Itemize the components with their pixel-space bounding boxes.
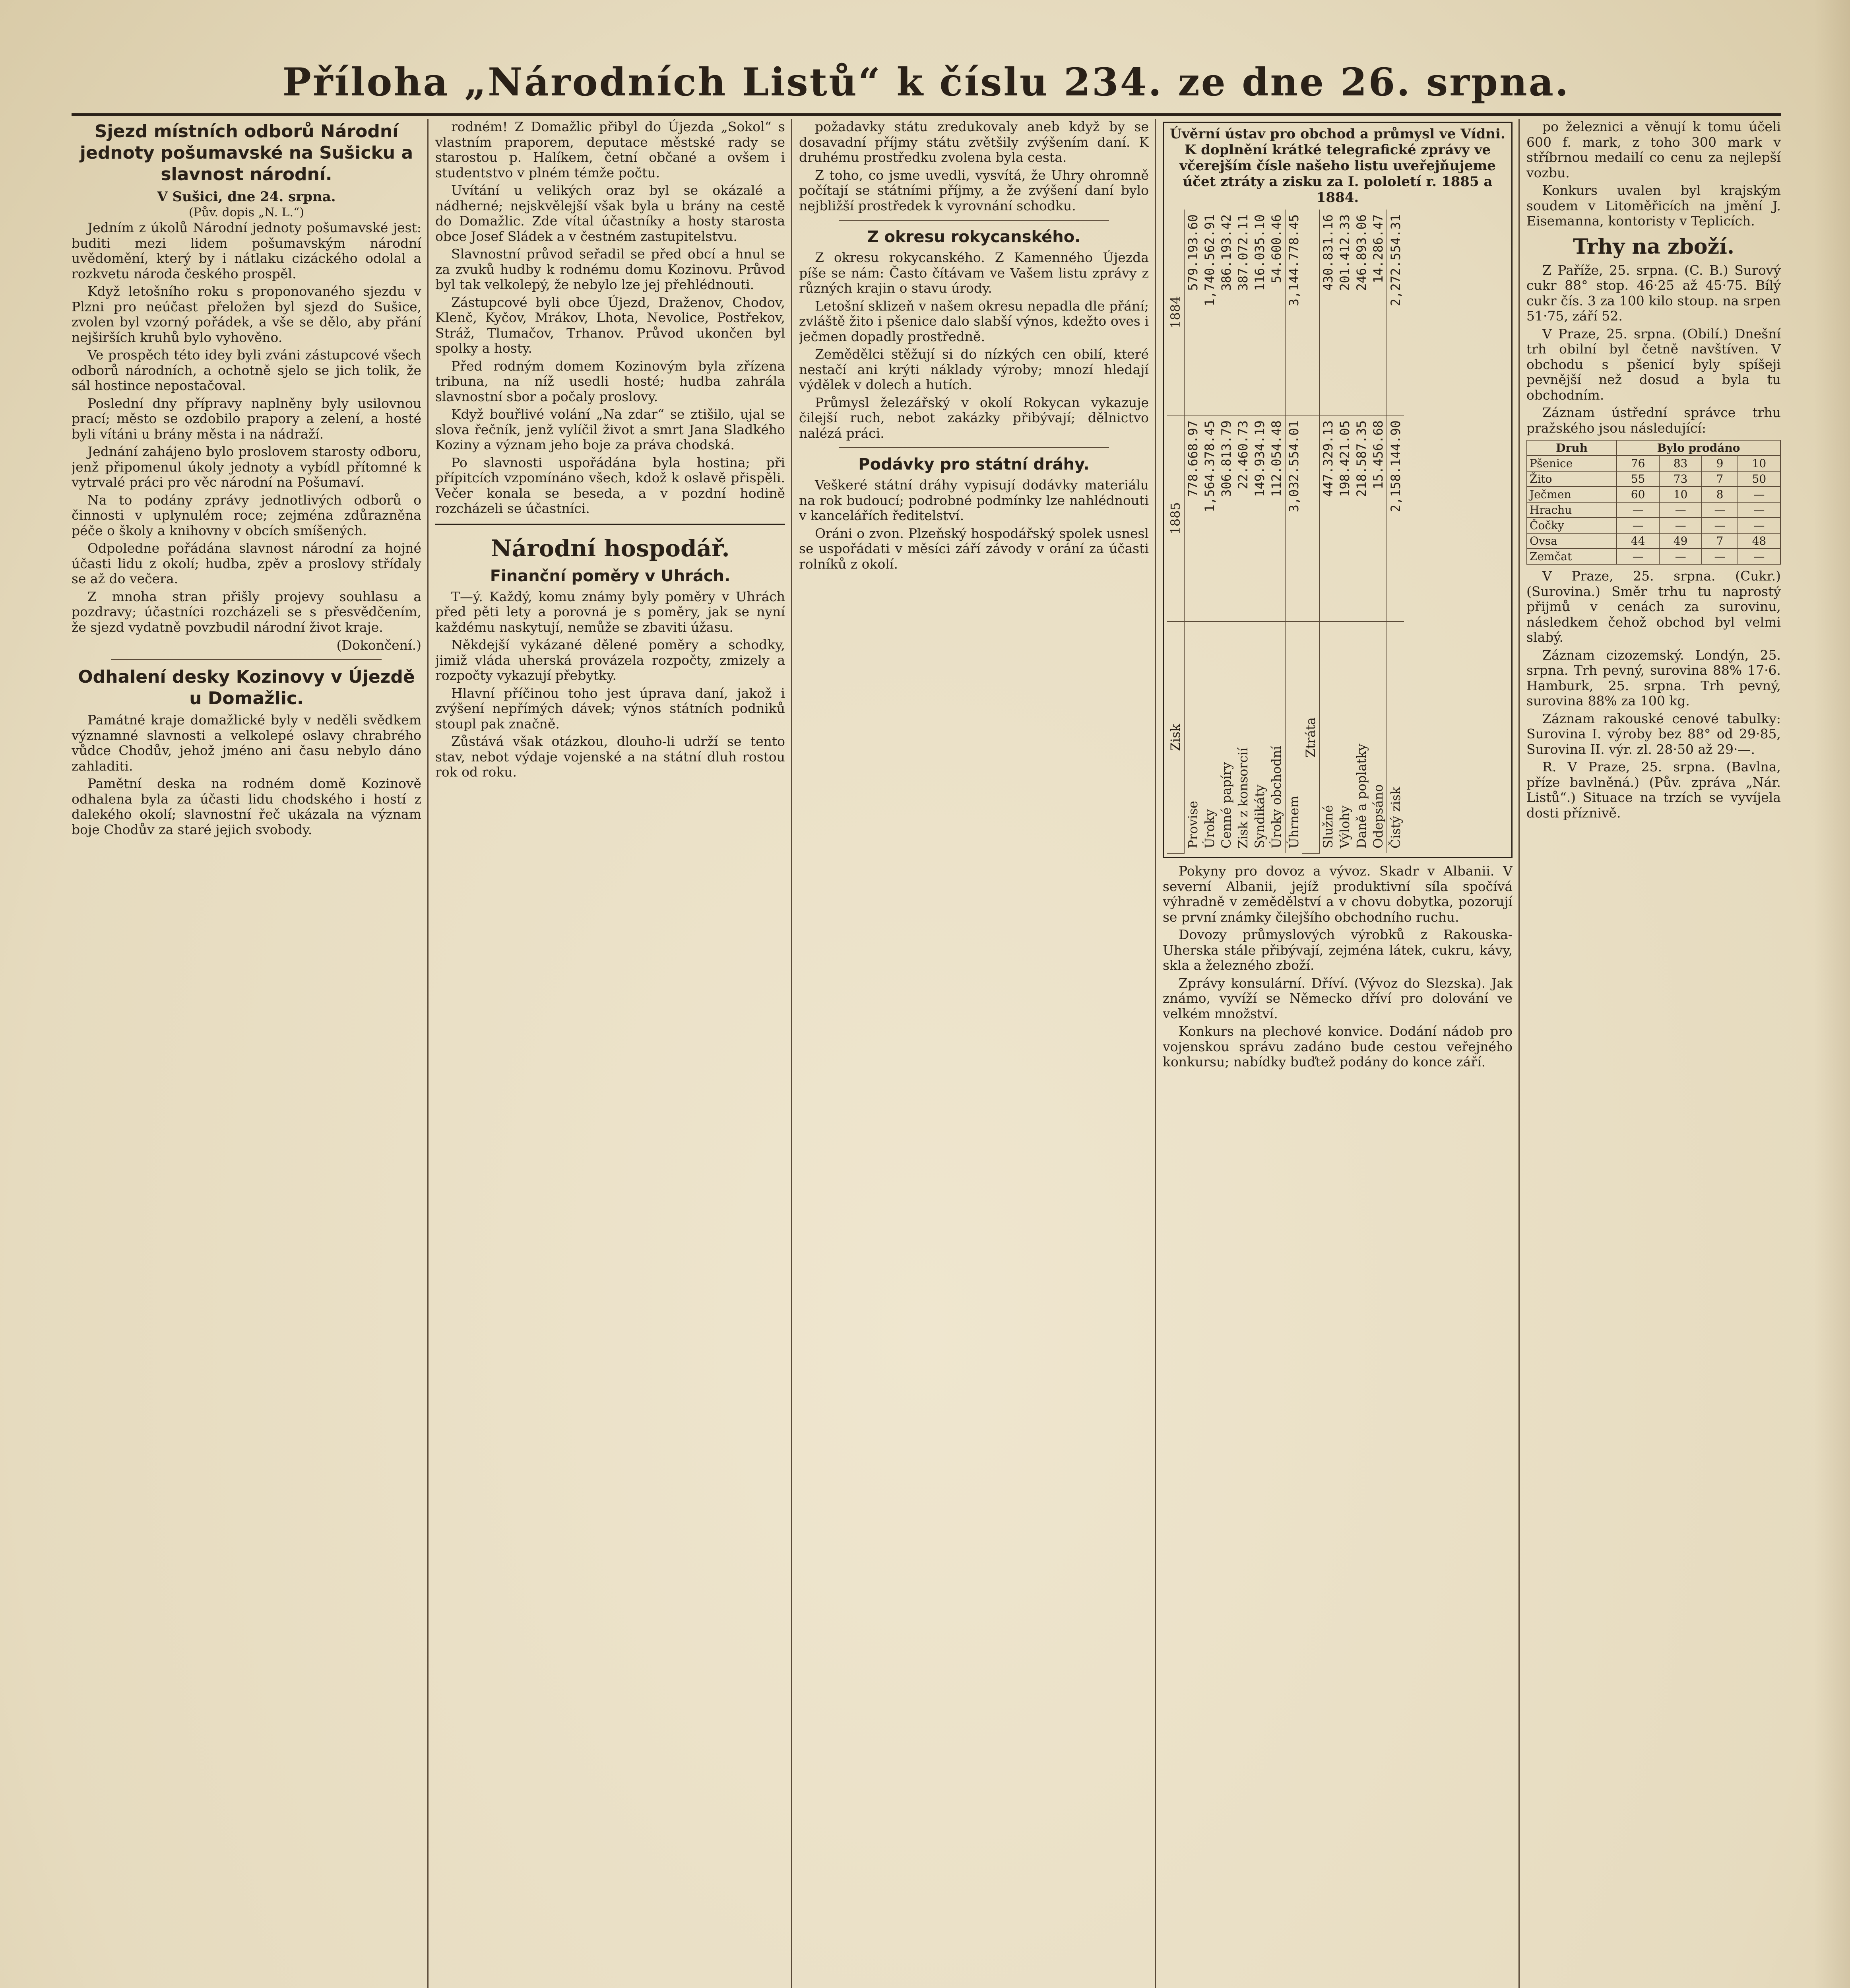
divider — [839, 220, 1109, 221]
paragraph: Jedním z úkolů Národní jednoty pošumavské jest: buditi mezi lidem pošumavským národní uvědomění, který by i nátlaku cizáckého odolal a rozkvetu národa českého prospěl. — [72, 220, 421, 282]
table-cell: Služné — [1321, 805, 1336, 848]
table-row — [1527, 533, 1780, 549]
table-row — [1370, 210, 1387, 853]
paragraph: Někdejší vykázané dělené poměry a schodky, jimiž vláda uherská provázela rozpočty, zmizely a rozpočty vykazují přebytky. — [435, 637, 785, 683]
table-cell: Úhrnem — [1285, 621, 1302, 853]
table-row — [1251, 210, 1268, 853]
table-header-1884: 1884 — [1167, 210, 1184, 415]
table-cell: Žito — [1527, 471, 1617, 487]
paragraph: Veškeré státní dráhy vypisují dodávky materiálu na rok budoucí; podrobné podmínky lze nahlédnouti v kancelářích ředitelství. — [799, 477, 1149, 523]
paragraph: Památné kraje domažlické byly v neděli svědkem významné slavnosti a velkolepé oslavy chrabrého vůdce Chodův, jehož jméno ani času nebylo dáno zahladiti. — [72, 712, 421, 774]
section-title-narodni-hospodar: Národní hospodář. — [491, 534, 730, 562]
article-source: (Pův. dopis „N. L.“) — [188, 206, 304, 219]
paragraph: Konkurs na plechové konvice. Dodání nádob pro vojenskou správu zadáno bude cestou veřejného konkursu; nabídky buďtež podány do konce září. — [1163, 1023, 1513, 1070]
table-row — [1527, 518, 1780, 533]
table-row — [1336, 210, 1353, 853]
table-cell: 386.193.42 — [1218, 210, 1235, 415]
table-cell: 387.072.11 — [1235, 210, 1251, 415]
table-cell: 218.587.35 — [1353, 415, 1370, 621]
table-cell: — — [1702, 518, 1738, 533]
article-headline-rokycany: Z okresu rokycanského. — [867, 228, 1081, 246]
credit-institute-table-box — [1163, 122, 1513, 858]
column-5 — [1526, 119, 1781, 1988]
paragraph: Po slavnosti uspořádána byla hostina; při přípitcích vzpomínáno všech, kdož k oslavě přispěli. Večer konala se beseda, a v pozdní hodině rozcházeli se účastníci. — [435, 454, 785, 516]
table-cell: 14.286.47 — [1370, 210, 1387, 415]
table-row — [1218, 210, 1235, 853]
paragraph: Dovozy průmyslových výrobků z Rakouska-Uherska stále přibývají, zejména látek, cukru, kávy, skla a železného zboží. — [1163, 927, 1513, 973]
table-row — [1268, 210, 1285, 853]
table-cell: — — [1617, 518, 1659, 533]
table-cell: 430.831.16 — [1319, 210, 1336, 415]
table-cell: 198.421.05 — [1336, 415, 1353, 621]
table-cell: Ječmen — [1527, 487, 1617, 502]
paragraph: V Praze, 25. srpna. (Obilí.) Dnešní trh obilní byl četně navštíven. V obchodu s pšenicí byly spíšeji pevnější než dosud a byla tu obchodním. — [1526, 326, 1781, 403]
paragraph: Odpoledne pořádána slavnost národní za hojné účasti lidu z okolí; hudba, zpěv a proslovy střídaly se až do večera. — [72, 540, 421, 586]
paragraph: T—ý. Každý, komu známy byly poměry v Uhrách před pěti lety a porovná je s poměry, jak se nyní každému naskytují, nemůže se zbaviti úžasu. — [435, 588, 785, 635]
paragraph: Konkurs uvalen byl krajským soudem v Litoměřicích na jmění J. Eisemanna, kontoristy v Teplicích. — [1526, 182, 1781, 229]
table-cell: 7 — [1702, 533, 1738, 549]
paragraph: Poslední dny přípravy naplněny byly usilovnou prací; město se ozdobilo prapory a zelení, a hosté byli vítáni u brány města i na nádraží. — [72, 395, 421, 442]
table-cell: 15.456.68 — [1370, 415, 1387, 621]
table-cell: — — [1738, 549, 1780, 564]
paragraph: požadavky státu zredukovaly aneb když by se dosavadní příjmy státu zvětšily zvýšením daní. K druhému prostředku zvolena byla cesta. — [799, 119, 1149, 165]
table-cell: 246.893.06 — [1353, 210, 1370, 415]
table-row — [1527, 487, 1780, 502]
table-cell: — — [1738, 502, 1780, 518]
paragraph: Záznam rakouské cenové tabulky: Surovina I. výroby bez 88° od 29·85, Surovina II. výr. zl. 28·50 až 29·—. — [1526, 711, 1781, 757]
table-header-ztrata: Ztráta — [1302, 621, 1319, 853]
table-cell: 44 — [1617, 533, 1659, 549]
table-cell: Ovsa — [1527, 533, 1617, 549]
page-edge-shadow — [1814, 0, 1850, 1988]
table-cell: — — [1617, 502, 1659, 518]
table-cell: Zisk z konsorcií — [1235, 747, 1251, 848]
article-headline-kozina: Odhalení desky Kozinovy v Újezdě u Domažlic. — [78, 667, 415, 709]
divider — [111, 659, 382, 660]
paragraph: Před rodným domem Kozinovým byla zřízena tribuna, na níž usedli hosté; hudba zahrála slavnostní sbor a počaly proslovy. — [435, 358, 785, 404]
paragraph: Na to podány zprávy jednotlivých odborů o činnosti v uplynulém roce; zejména zdůrazněna péče o školy a knihovny v obcích smíšených. — [72, 492, 421, 538]
table-cell: 116.035.10 — [1251, 210, 1268, 415]
paragraph: Zprávy konsulární. Dříví. (Vývoz do Slezska). Jak známo, vyvíží se Německo dříví pro dolování ve velkém množství. — [1163, 975, 1513, 1021]
table-cell: 1,564.378.45 — [1201, 415, 1218, 621]
table-cell: Syndikáty — [1252, 784, 1267, 848]
table-row — [1319, 210, 1336, 853]
table-cell: 2,158.144.90 — [1387, 415, 1404, 621]
paragraph: Když bouřlivé volání „Na zdar“ se ztišilo, ujal se slova řečník, jenž vylíčil život a smrt Jana Sladkého Koziny a význam jeho boje za práva chodská. — [435, 406, 785, 452]
table-cell: 149.934.19 — [1251, 415, 1268, 621]
paragraph: Pokyny pro dovoz a vývoz. Skadr v Albanii. V severní Albanii, jejíž produktivní síla spočívá výhradně v zemědělství a v chovu dobytka, pozorují se první známky čilejšího obchodního ruchu. — [1163, 863, 1513, 925]
table-cell: 306.813.79 — [1218, 415, 1235, 621]
paragraph: Oráni o zvon. Plzeňský hospodářský spolek usnesl se uspořádati v měsíci září závody v orání za účasti rolníků z okolí. — [799, 525, 1149, 572]
masthead: Příloha „Národních Listů“ k číslu 234. ze dne 26. srpna. — [282, 60, 1570, 105]
table-cell: 2,272.554.31 — [1387, 210, 1404, 415]
table-cell: 50 — [1738, 471, 1780, 487]
table-cell: 83 — [1659, 456, 1702, 471]
table-row — [1527, 456, 1780, 471]
section-title-trhy: Trhy na zboží. — [1573, 234, 1734, 259]
table-cell: 49 — [1659, 533, 1702, 549]
paragraph: Když letošního roku s proponovaného sjezdu v Plzni pro neúčast přeložen byl sjezd do Sušice, zvolen byl vzorný pořádek, a vše se dělo, aby přání nejširších kruhů bylo vyhověno. — [72, 283, 421, 345]
table-cell: Odepsáno — [1371, 784, 1386, 848]
table-row — [1527, 471, 1780, 487]
table-cell: 10 — [1659, 487, 1702, 502]
paragraph: V Praze, 25. srpna. (Cukr.) (Surovina.) Směr trhu tu naprostý přijmů v cenách za surovinu, následkem čehož obchod byl velmi slabý. — [1526, 568, 1781, 645]
table-cell: 60 — [1617, 487, 1659, 502]
table-cell: Provise — [1185, 801, 1200, 848]
table-cell: Daně a poplatky — [1354, 744, 1369, 848]
article-headline-financni-pomery: Finanční poměry v Uhrách. — [490, 567, 731, 585]
table-cell: 48 — [1738, 533, 1780, 549]
table-cell: Zemčat — [1527, 549, 1617, 564]
table-row — [1235, 210, 1251, 853]
table-cell: Čočky — [1527, 518, 1617, 533]
column-divider — [427, 119, 429, 1988]
table-row — [1201, 210, 1218, 853]
table-cell: Úroky — [1202, 809, 1217, 848]
table-cell: Čistý zisk — [1387, 621, 1404, 853]
table-cell: Úroky obchodní — [1269, 746, 1284, 848]
table-cell: Cenné papíry — [1219, 762, 1234, 848]
table-cell: 7 — [1702, 471, 1738, 487]
table-cell: 778.668.97 — [1184, 415, 1201, 621]
rotated-table — [1167, 210, 1509, 854]
paragraph: Záznam ústřední správce trhu pražského jsou následující: — [1526, 405, 1781, 436]
paragraph: Záznam cizozemský. Londýn, 25. srpna. Trh pevný, surovina 88% 17·6. Hamburk, 25. srpna. Trh pevný, surovina 88% za 100 kg. — [1526, 647, 1781, 709]
column-1 — [72, 119, 421, 1988]
table-header-1885: 1885 — [1167, 415, 1184, 621]
paragraph: Z mnoha stran přišly projevy souhlasu a pozdravy; účastníci rozcházeli se s přesvědčením, že sjezd vydatně povzbudil národní život kraje. — [72, 588, 421, 635]
table-cell: — — [1659, 518, 1702, 533]
table-cell: 55 — [1617, 471, 1659, 487]
paragraph: Pamětní deska na rodném domě Kozinově odhalena byla za účasti lidu chodského i hostí z dalekého okolí; slavnostní řeč ukázala na význam boje Chodův za staré jejich svobody. — [72, 776, 421, 837]
table-header-sold: Bylo prodáno — [1617, 440, 1780, 456]
column-4 — [1163, 119, 1513, 1988]
table-cell: 10 — [1738, 456, 1780, 471]
paragraph: po železnici a věnují k tomu účeli 600 f. mark, z toho 300 mark v stříbrnou medailí co cenu za nejlepší vozbu. — [1526, 119, 1781, 181]
table-cell: 201.412.33 — [1336, 210, 1353, 415]
table-row — [1527, 549, 1780, 564]
table-cell: 447.329.13 — [1319, 415, 1336, 621]
column-divider — [1155, 119, 1156, 1988]
table-cell: — — [1702, 549, 1738, 564]
paragraph: Zůstává však otázkou, dlouho-li udrží se tento stav, nebot výdaje vojenské a na státní dluh rostou rok od roku. — [435, 734, 785, 780]
table-cell: 579.193.60 — [1184, 210, 1201, 415]
article-headline-sjezd: Sjezd místních odborů Národní jednoty pošumavské na Sušicku a slavnost národní. — [80, 121, 413, 184]
table-cell: 1,740.562.91 — [1201, 210, 1218, 415]
paragraph: Z toho, co jsme uvedli, vysvítá, že Uhry ohromně počítají se státními příjmy, a že zvýšení daní bylo nejbližší prostředek k vyrovnání schodku. — [799, 167, 1149, 214]
column-2 — [435, 119, 785, 1988]
table-row-total — [1285, 210, 1302, 853]
table-cell: 3,144.778.45 — [1285, 210, 1302, 415]
paragraph: Jednání zahájeno bylo proslovem starosty odboru, jenž připomenul úkoly jednoty a vybídl přítomné k vytrvalé práci pro věc národní na Pošumaví. — [72, 444, 421, 490]
rotated-table-wrapper — [1167, 210, 1508, 854]
paragraph: Hlavní příčinou toho jest úprava daní, jakož i zvýšení nepřímých dávek; výnos státních podniků stoupl pak značně. — [435, 685, 785, 732]
paragraph: Uvítání u velikých oraz byl se okázalé a nádherné; nejskvělejší však byla u brány na cestě do Domažlic. Zde vítal účastníky a hosty starosta obce Josef Sládek a v čestném zastupitelstvu. — [435, 182, 785, 244]
paragraph: Průmysl železářský v okolí Rokycan vykazuje čilejší ruch, nebot zakázky přibývají; dělnictvo nalézá práci. — [799, 394, 1149, 441]
column-divider — [791, 119, 792, 1988]
divider — [435, 524, 785, 525]
grain-market-table — [1526, 440, 1781, 565]
profit-loss-table — [1167, 210, 1404, 854]
article-headline-podavky: Podávky pro státní dráhy. — [858, 455, 1090, 474]
paragraph: rodném! Z Domažlic přibyl do Újezda „Sokol“ s vlastním praporem, deputace městské rady se starostou p. Halíkem, četní občané a ovšem i studentstvo v plném témže počtu. — [435, 119, 785, 181]
paragraph: Slavnostní průvod seřadil se před obcí a hnul se za zvuků hudby k rodnému domu Kozinovu. Průvod byl tak velkolepý, že nebylo lze jej přehlédnouti. — [435, 246, 785, 292]
paragraph: Zemědělci stěžují si do nízkých cen obilí, které nestačí ani krýti náklady výroby; mnozí hledají výdělek v dolech a hutích. — [799, 346, 1149, 392]
paragraph: Z Paříže, 25. srpna. (C. B.) Surový cukr 88° stop. 46·25 až 45·75. Bílý cukr čís. 3 za 100 kilo stoup. na srpen 51·75, září 52. — [1526, 262, 1781, 324]
table-title: Úvěrní ústav pro obchod a průmysl ve Vídni. K doplnění krátké telegrafické zprávy ve včerejším čísle našeho listu uveřejňujeme účet ztráty a zisku za I. pololetí r. 1885 a 1884. — [1170, 126, 1505, 206]
table-cell: Pšenice — [1527, 456, 1617, 471]
article-signoff: (Dokončení.) — [336, 637, 421, 653]
paragraph: R. V Praze, 25. srpna. (Bavlna, příze bavlněná.) (Pův. zpráva „Nár. Listů“.) Situace na trzích se vyvíjela dosti příznivě. — [1526, 759, 1781, 821]
table-cell: Hrachu — [1527, 502, 1617, 518]
table-cell: 8 — [1702, 487, 1738, 502]
column-3 — [799, 119, 1149, 1988]
table-cell: 9 — [1702, 456, 1738, 471]
table-cell: — — [1659, 549, 1702, 564]
table-cell: Výlohy — [1337, 805, 1352, 848]
table-cell: 76 — [1617, 456, 1659, 471]
article-dateline: V Sušici, dne 24. srpna. — [157, 189, 336, 205]
table-row — [1184, 210, 1201, 853]
table-cell: 112.054.48 — [1268, 415, 1285, 621]
table-cell: — — [1702, 502, 1738, 518]
table-header-druh: Druh — [1527, 440, 1617, 456]
table-row — [1353, 210, 1370, 853]
paragraph: Ve prospěch této idey byli zváni zástupcové všech odborů národních, a ochotně sjelo se jich tolik, že sál hostince nepostačoval. — [72, 347, 421, 393]
paragraph: Z okresu rokycanského. Z Kamenného Újezda píše se nám: Často čítávam ve Vašem listu zprávy z různých krajin o stavu úrody. — [799, 250, 1149, 296]
column-divider — [1518, 119, 1520, 1988]
table-cell: — — [1659, 502, 1702, 518]
table-cell: — — [1738, 487, 1780, 502]
table-cell: 3,032.554.01 — [1285, 415, 1302, 621]
paragraph: Zástupcové byli obce Újezd, Draženov, Chodov, Klenč, Kyčov, Mrákov, Lhota, Nevolice, Postřekov, Stráž, Tlumačov, Trhanov. Průvod ukončen byl spolky a hosty. — [435, 294, 785, 356]
table-cell: 73 — [1659, 471, 1702, 487]
table-cell: 54.600.46 — [1268, 210, 1285, 415]
paragraph: Letošní sklizeň v našem okresu nepadla dle přání; zvláště žito i pšenice dalo slabší výnos, kdežto oves i ječmen dopadly prostředně. — [799, 298, 1149, 344]
divider — [839, 447, 1109, 448]
masthead-rule — [72, 113, 1781, 116]
table-cell: — — [1617, 549, 1659, 564]
table-row — [1527, 502, 1780, 518]
table-header-zisk: Zisk — [1167, 621, 1184, 853]
table-cell: — — [1738, 518, 1780, 533]
table-row-total — [1387, 210, 1404, 853]
table-cell: 22.460.73 — [1235, 415, 1251, 621]
